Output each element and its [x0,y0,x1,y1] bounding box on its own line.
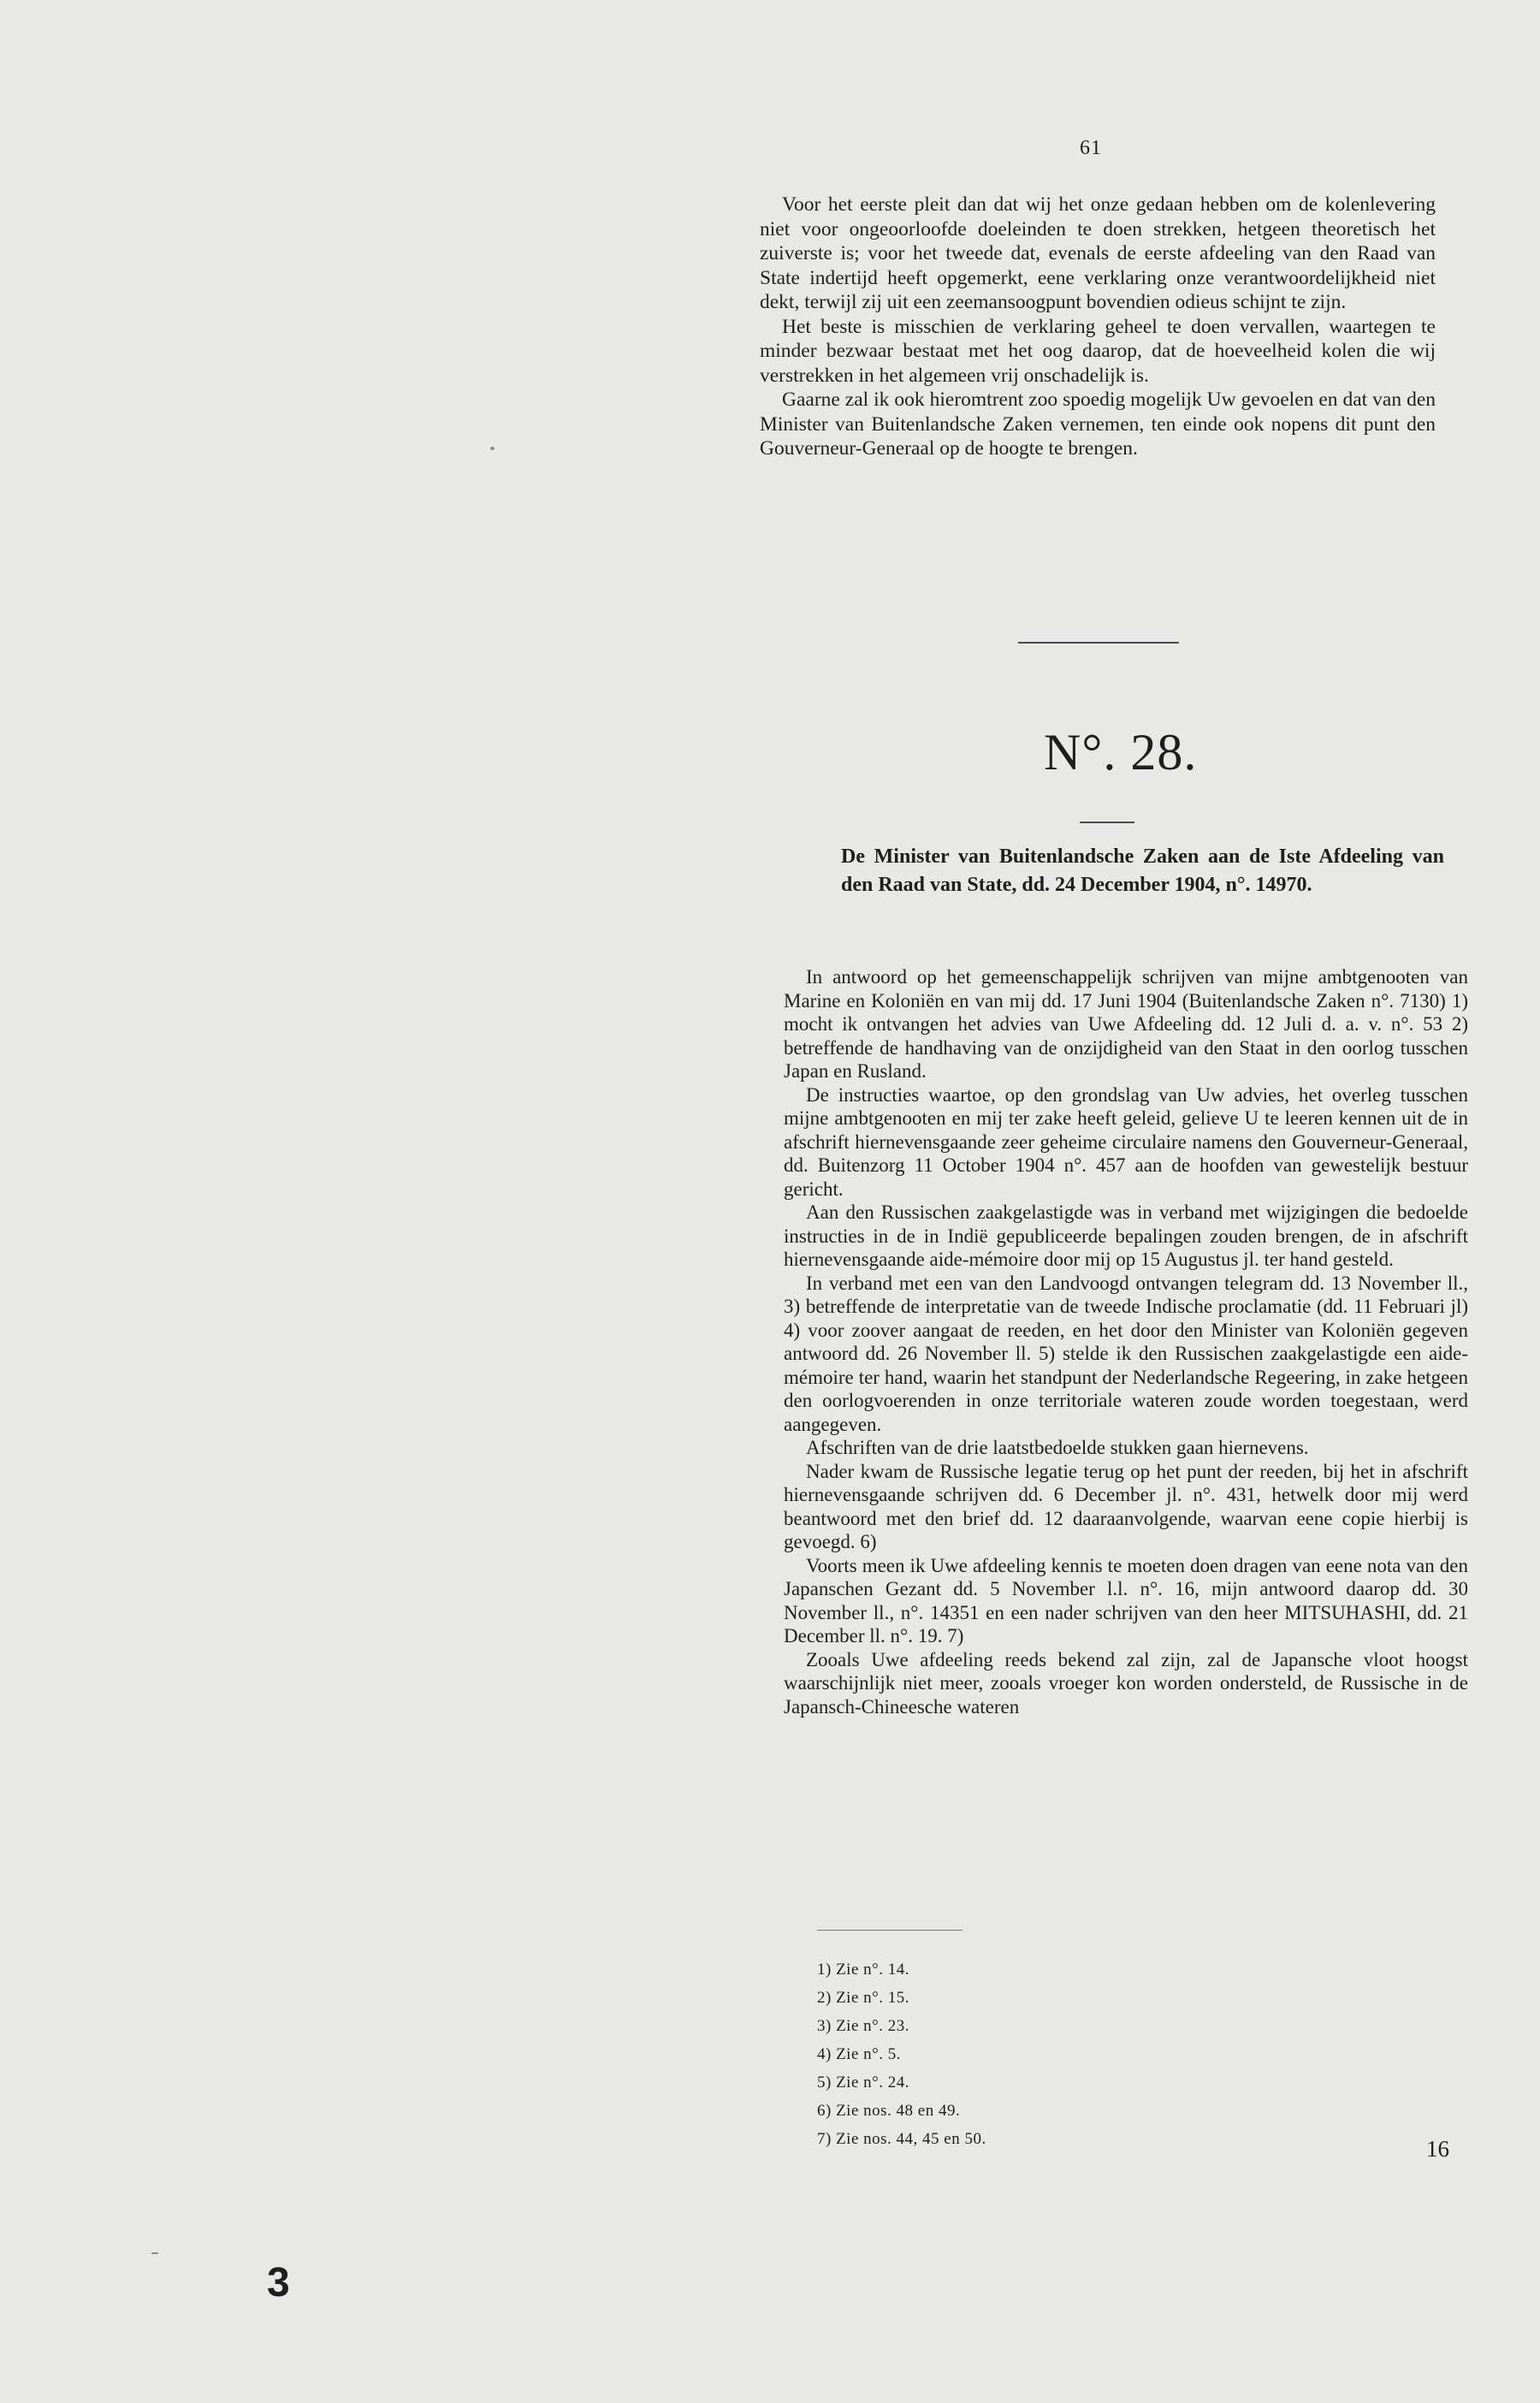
footnote: 4) Zie n°. 5. [817,2045,901,2063]
footnote: 3) Zie n°. 23. [817,2017,909,2035]
letter-body [784,965,1468,1718]
paragraph: Afschriften van de drie laatstbedoelde stukken gaan hiernevens. [806,1437,1309,1458]
title-underline [1080,822,1134,823]
paragraph: Voorts meen ik Uwe afdeeling kennis te moeten doen dragen van eene nota van den Japanschen Gezant dd. 5 November l.l. n°. 16, mijn antwoord daarop dd. 30 November ll., n°. 14351 en een nader schrijven van den heer MITSUHASHI, dd. 21 December ll. n°. 19. 7) [784,1554,1468,1646]
paragraph: De instructies waartoe, op den grondslag van Uw advies, het overleg tusschen mijne ambtgenooten en mij ter zake heeft geleid, gelieve U te leeren kennen uit de in afschrift hiernevensgaande zeer geheime circulaire namens den Gouverneur-Generaal, dd. Buitenzorg 11 October 1904 n°. 457 aan de hoofden van gewestelijk bestuur gericht. [784,1083,1468,1200]
footnote: 2) Zie n°. 15. [817,1989,909,2007]
footnote: 1) Zie n°. 14. [817,1961,909,1979]
paragraph: In verband met een van den Landvoogd ontvangen telegram dd. 13 November ll., 3) betreffende de interpretatie van de tweede Indische proclamatie (dd. 11 Februari jl) 4) voor zoover aangaat de reeden, en het door den Minister van Koloniën gegeven antwoord dd. 26 November ll. 5) stelde ik den Russischen zaakgelastigde een aide-mémoire ter hand, waarin het standpunt der Nederlandsche Regeering, in zake hetgeen den oorlogvoerenden in onze territoriale wateren zoude worden toegestaan, werd aangegeven. [784,1272,1468,1435]
sheet-number: 16 [1426,2136,1449,2162]
paragraph: In antwoord op het gemeenschappelijk schrijven van mijne ambtgenooten van Marine en Koloniën en van mij dd. 17 Juni 1904 (Buitenlandsche Zaken n°. 7130) 1) mocht ik ontvangen het advies van Uwe Afdeeling dd. 12 Juli d. a. v. n°. 53 2) betreffende de handhaving van de onzijdigheid van den Staat in den oorlog tusschen Japan en Rusland. [784,966,1468,1082]
page-number: 61 [1080,137,1102,159]
footnote-divider [817,1930,962,1931]
footnote: 6) Zie nos. 48 en 49. [817,2102,961,2120]
paper-speck [490,447,495,450]
footnote: 7) Zie nos. 44, 45 en 50. [817,2130,986,2148]
gathering-mark: 3 [267,2260,290,2305]
previous-letter-conclusion [760,193,1436,461]
section-divider [1018,642,1179,644]
footnotes [817,1955,986,2153]
paragraph: Het beste is misschien de verklaring geheel te doen vervallen, waartegen te minder bezwaar bestaat met het oog daarop, dat de hoeveelheid kolen die wij verstrekken in het algemeen vrij onschadelijk is. [760,315,1436,387]
paragraph: Nader kwam de Russische legatie terug op het punt der reeden, bij het in afschrift hiernevensgaande schrijven dd. 6 December jl. n°. 431, hetwelk door mij werd beantwoord met den brief dd. 12 daaraanvolgende, waarvan eene copie hierbij is gevoegd. 6) [784,1460,1468,1552]
paragraph: Zooals Uwe afdeeling reeds bekend zal zijn, zal de Japansche vloot hoogst waarschijnlijk niet meer, zooals vroeger kon worden ondersteld, de Russische in de Japansch-Chineesche wateren [784,1648,1468,1718]
document-number: N°. 28. [1044,724,1198,780]
paragraph: Aan den Russischen zaakgelastigde was in verband met wijzigingen die bedoelde instructies in de in Indië gepubliceerde bepalingen zouden brengen, de in afschrift hiernevensgaande aide-mémoire door mij op 15 Augustus jl. ter hand gesteld. [784,1202,1468,1270]
paragraph: Voor het eerste pleit dan dat wij het onze gedaan hebben om de kolenlevering niet voor ongeoorloofde doeleinden te doen strekken, hetgeen theoretisch het zuiverste is; voor het tweede dat, evenals de eerste afdeeling van den Raad van State indertijd heeft opgemerkt, eene verklaring onze verantwoordelijkheid niet dekt, terwijl zij uit een zeemansoogpunt bovendien odieus schijnt te zijn. [760,193,1436,313]
footnote: 5) Zie n°. 24. [817,2074,909,2092]
paragraph: Gaarne zal ik ook hieromtrent zoo spoedig mogelijk Uw gevoelen en dat van den Minister van Buitenlandsche Zaken vernemen, ten einde ook nopens dit punt den Gouverneur-Generaal op de hoogte te brengen. [760,389,1436,460]
paper-speck [151,2252,158,2254]
letter-heading: De Minister van Buitenlandsche Zaken aan de Iste Afdeeling van den Raad van State, dd. 24 December 1904, n°. 14970. [841,846,1444,896]
